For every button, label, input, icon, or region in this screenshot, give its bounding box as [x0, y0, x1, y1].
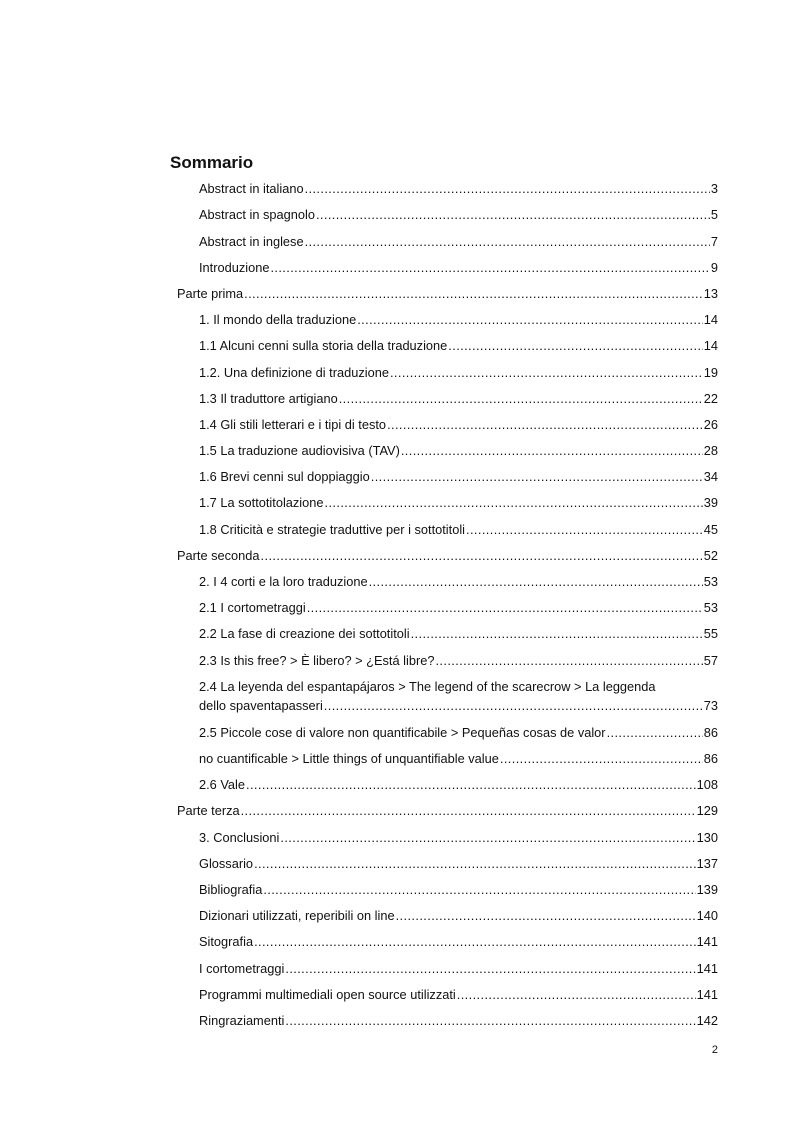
- toc-entry[interactable]: [199, 907, 718, 925]
- dot-leader: [448, 337, 702, 355]
- toc-title: Sommario: [170, 153, 254, 172]
- toc-entry-page: 142: [696, 1013, 718, 1028]
- toc-entry[interactable]: [199, 678, 718, 696]
- dot-leader: [280, 829, 695, 847]
- dot-leader: [411, 625, 703, 643]
- toc-entry[interactable]: [199, 206, 718, 224]
- toc-entry-page: 57: [703, 653, 718, 668]
- toc-entry-label: 1.7 La sottotitolazione: [199, 495, 324, 510]
- toc-entry-label: Parte seconda: [177, 548, 260, 563]
- toc-entry-page: 13: [703, 286, 718, 301]
- dot-leader: [324, 697, 703, 715]
- toc-entry[interactable]: [199, 180, 718, 198]
- toc-entry[interactable]: [199, 233, 718, 251]
- toc-entry[interactable]: [199, 986, 718, 1004]
- toc-entry-label: Abstract in inglese: [199, 234, 304, 249]
- dot-leader: [396, 907, 696, 925]
- dot-leader: [435, 652, 702, 670]
- toc-entry-label: 1.3 Il traduttore artigiano: [199, 391, 338, 406]
- toc-entry-label: 2.2 La fase di creazione dei sottotitoli: [199, 626, 410, 641]
- dot-leader: [307, 599, 703, 617]
- toc-entry[interactable]: [199, 521, 718, 539]
- toc-entry-page: 7: [710, 234, 718, 249]
- toc-entry-page: 53: [703, 600, 718, 615]
- toc-entry[interactable]: [199, 750, 718, 768]
- dot-leader: [263, 881, 695, 899]
- dot-leader: [500, 750, 703, 768]
- page-number: 2: [711, 1044, 718, 1056]
- dot-leader: [254, 933, 696, 951]
- toc-entry-label: dello spaventapasseri: [199, 698, 323, 713]
- dot-leader: [305, 233, 710, 251]
- toc-entry-label: 2.6 Vale: [199, 777, 246, 792]
- toc-entry-label: no cuantificable > Little things of unquantifiable value: [199, 751, 499, 766]
- dot-leader: [244, 285, 703, 303]
- toc-entry-page: 53: [703, 574, 718, 589]
- toc-entry-continuation[interactable]: [199, 697, 718, 715]
- toc-entry-page: 19: [703, 365, 718, 380]
- dot-leader: [285, 1012, 695, 1030]
- toc-entry[interactable]: [199, 573, 718, 591]
- toc-entry[interactable]: [199, 933, 718, 951]
- dot-leader: [339, 390, 703, 408]
- toc-entry-label: Ringraziamenti: [199, 1013, 285, 1028]
- toc-entry[interactable]: [199, 442, 718, 460]
- toc-entry-label: 1.2. Una definizione di traduzione: [199, 365, 389, 380]
- toc-entry-page: 86: [703, 725, 718, 740]
- dot-leader: [241, 802, 696, 820]
- toc-entry[interactable]: [199, 724, 718, 742]
- toc-entry[interactable]: [199, 881, 718, 899]
- dot-leader: [387, 416, 703, 434]
- dot-leader: [457, 986, 696, 1004]
- dot-leader: [305, 180, 710, 198]
- toc-entry[interactable]: [199, 337, 718, 355]
- toc-entry-label: 2.5 Piccole cose di valore non quantificabile > Pequeñas cosas de valor: [199, 725, 606, 740]
- toc-entry[interactable]: [199, 960, 718, 978]
- toc-entry-label: 1.5 La traduzione audiovisiva (TAV): [199, 443, 400, 458]
- dot-leader: [254, 855, 696, 873]
- dot-leader: [466, 521, 703, 539]
- toc-entry[interactable]: [199, 259, 718, 277]
- dot-leader: [401, 442, 703, 460]
- dot-leader: [607, 724, 703, 742]
- toc-entry-page: 140: [696, 908, 718, 923]
- toc-entry-label: 1.8 Criticità e strategie traduttive per i sottotitoli: [199, 522, 466, 537]
- toc-section-entry[interactable]: [177, 285, 718, 303]
- toc-entry-page: 129: [696, 803, 718, 818]
- toc-entry[interactable]: [199, 311, 718, 329]
- toc-entry-label: 1.1 Alcuni cenni sulla storia della traduzione: [199, 338, 448, 353]
- toc-entry-label: Glossario: [199, 856, 254, 871]
- dot-leader: [285, 960, 695, 978]
- toc-entry-label: Sitografia: [199, 934, 254, 949]
- toc-entry-label: Programmi multimediali open source utilizzati: [199, 987, 456, 1002]
- dot-leader: [390, 364, 703, 382]
- toc-entry-label: 1. Il mondo della traduzione: [199, 312, 357, 327]
- dot-leader: [246, 776, 696, 794]
- toc-entry-page: 137: [696, 856, 718, 871]
- dot-leader: [270, 259, 709, 277]
- toc-entry[interactable]: [199, 364, 718, 382]
- toc-entry-label: 2. I 4 corti e la loro traduzione: [199, 574, 368, 589]
- toc-entry[interactable]: [199, 1012, 718, 1030]
- toc-entry[interactable]: [199, 652, 718, 670]
- toc-entry-label: 2.1 I cortometraggi: [199, 600, 306, 615]
- toc-entry-label: 2.4 La leyenda del espantapájaros > The legend of the scarecrow > La leggenda: [199, 679, 656, 694]
- toc-entry-page: 141: [696, 934, 718, 949]
- toc-entry-label: 3. Conclusioni: [199, 830, 280, 845]
- toc-entry[interactable]: [199, 416, 718, 434]
- toc-entry-page: 141: [696, 987, 718, 1002]
- toc-entry-label: 1.4 Gli stili letterari e i tipi di testo: [199, 417, 387, 432]
- toc-entry-page: 14: [703, 338, 718, 353]
- toc-entry-label: Parte prima: [177, 286, 244, 301]
- toc-entry-page: 34: [703, 469, 718, 484]
- toc-entry-page: 86: [703, 751, 718, 766]
- toc-section-entry[interactable]: [177, 547, 718, 565]
- toc-entry-page: 26: [703, 417, 718, 432]
- toc-entry-page: 55: [703, 626, 718, 641]
- toc-entry-label: 1.6 Brevi cenni sul doppiaggio: [199, 469, 370, 484]
- toc-section-entry[interactable]: [177, 802, 718, 820]
- toc-entry[interactable]: [199, 625, 718, 643]
- toc-entry-page: 73: [703, 698, 718, 713]
- toc-entry-label: Bibliografia: [199, 882, 263, 897]
- toc-entry[interactable]: [199, 390, 718, 408]
- toc-entry-page: 5: [710, 207, 718, 222]
- toc-entry-page: 28: [703, 443, 718, 458]
- toc-entry-label: Abstract in spagnolo: [199, 207, 315, 222]
- toc-entry[interactable]: [199, 494, 718, 512]
- toc-entry[interactable]: [199, 468, 718, 486]
- toc-entry-page: 22: [703, 391, 718, 406]
- toc-entry-label: Abstract in italiano: [199, 181, 304, 196]
- dot-leader: [369, 573, 703, 591]
- toc-entry-page: 130: [696, 830, 718, 845]
- toc-entry-page: 9: [710, 260, 718, 275]
- toc-entry-label: I cortometraggi: [199, 961, 285, 976]
- toc-entry-page: 39: [703, 495, 718, 510]
- toc-entry-page: 108: [696, 777, 718, 792]
- toc-entry[interactable]: [199, 829, 718, 847]
- toc-entry-page: 52: [703, 548, 718, 563]
- toc-entry-label: Dizionari utilizzati, reperibili on line: [199, 908, 395, 923]
- toc-entry[interactable]: [199, 855, 718, 873]
- toc-entry[interactable]: [199, 599, 718, 617]
- dot-leader: [357, 311, 703, 329]
- toc-entry-label: Parte terza: [177, 803, 240, 818]
- toc-entry-page: 141: [696, 961, 718, 976]
- toc-entry-page: 139: [696, 882, 718, 897]
- toc-entry-page: 3: [710, 181, 718, 196]
- toc-entry-page: 14: [703, 312, 718, 327]
- toc-entry[interactable]: [199, 776, 718, 794]
- dot-leader: [325, 494, 703, 512]
- dot-leader: [371, 468, 703, 486]
- dot-leader: [316, 206, 710, 224]
- dot-leader: [261, 547, 703, 565]
- toc-entry-label: Introduzione: [199, 260, 270, 275]
- toc-entry-page: 45: [703, 522, 718, 537]
- toc-entry-label: 2.3 Is this free? > È libero? > ¿Está libre?: [199, 653, 435, 668]
